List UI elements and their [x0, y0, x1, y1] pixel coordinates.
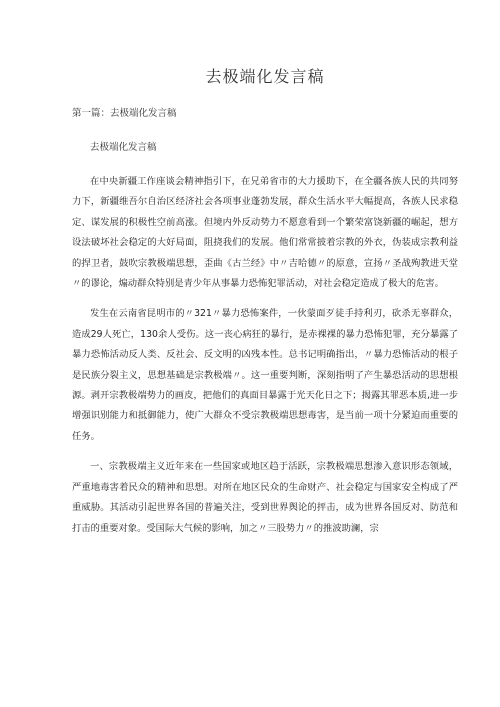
paragraph-3: 一、宗教极端主义近年来在一些国家或地区趋于活跃，宗教极端思想渗入意识形态领域，严重地毒害着民众的精神和思想。对所在地区民众的生命财产、社会稳定与国家安全构成了严重威胁。其活动引起世界各国的普遍关注，受到世界舆论的抨击，成为世界各国反对、防范和打击的重要对象。受国际大气候的影响，加之〃三股势力〃的推波助澜，宗: [72, 461, 458, 534]
paragraph-1: 在中央新疆工作座谈会精神指引下，在兄弟省市的大力援助下，在全疆各族人民的共同努力下，新疆维吾尔自治区经济社会各项事业蓬勃发展，群众生活水平大幅提高，各族人民求稳定、谋发展的积极性空前高涨。但境内外反动势力不愿意看到一个繁荣富饶新疆的崛起，想方设法破坏社会稳定的大好局面，阻挠我们的发展。他们常常披着宗教的外衣，伪装成宗教利益的捍卫者，鼓吹宗教极端思想，歪曲《古兰经》中〃吉哈德〃的原意，宣扬〃圣战殉教进天堂〃的谬论，煽动群众特别是青少年从事暴力恐怖犯罪活动，对社会稳定造成了极大的危害。: [72, 176, 458, 290]
document-title: 去极端化发言稿: [205, 67, 325, 86]
section-heading: 第一篇：去极端化发言稿: [72, 108, 177, 119]
sub-heading: 去极端化发言稿: [90, 142, 157, 153]
paragraph-2: 发生在云南省昆明市的〃321〃暴力恐怖案件，一伙蒙面歹徒手持利刃，砍杀无辜群众，造成29人死亡，130余人受伤。这一丧心病狂的暴行，是赤裸裸的暴力恐怖犯罪，充分暴露了暴力恐怖活动反人类、反社会、反文明的凶残本性。总书记明确指出，〃暴力恐怖活动的根子是民族分裂主义，思想基础是宗教极端〃。这一重要判断，深刻指明了产生暴恐活动的思想根源。剥开宗教极端势力的画皮，把他们的真面目暴露于光天化日之下；揭露其罪恶本质,进一步增强识别能力和抵御能力，使广大群众不受宗教极端思想毒害，是当前一项十分紧迫而重要的任务。: [72, 308, 458, 442]
